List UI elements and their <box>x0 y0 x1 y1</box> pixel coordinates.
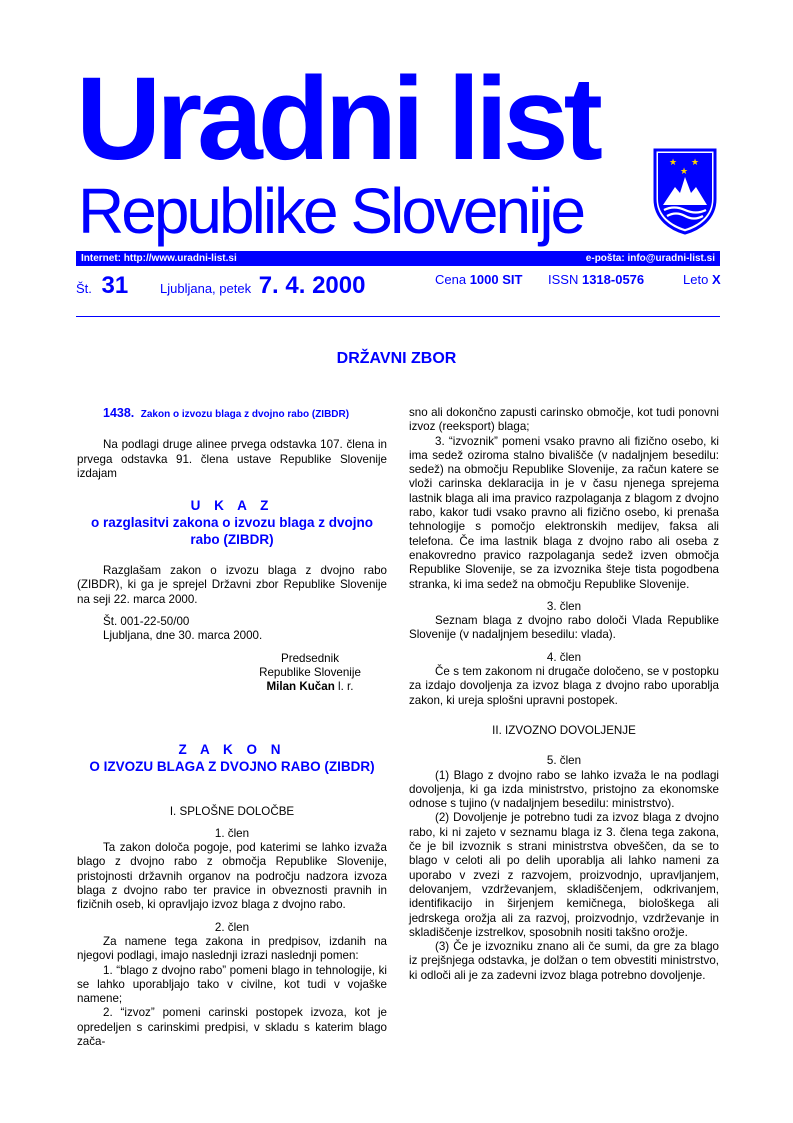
signature-block: Predsednik Republike Slovenije Milan Kučan l. r. <box>259 651 361 694</box>
article-5-heading: 5. člen <box>546 754 582 768</box>
section-title: DRŽAVNI ZBOR <box>336 350 457 367</box>
article-2-heading: 2. člen <box>214 920 250 934</box>
article-2-point-3: 3. “izvoznik” pomeni vsako pravno ali fizično osebo, ki ima sedež oziroma stalno bivališče (v nadaljnjem besedilu: sedež) na območju Republike Slovenije, za račun katere se vloži carinska deklaracija in je v času njenega sprejema lastnik blaga ali ima pravico razpolaganja z blagom z dvojno rabo, kakor tudi vsako pravno ali fizično osebo, ki prenaša tehnologije s pomočjo elektronskih medijev, faksa ali telefona. Če ima lastnik blaga z dvojno rabo ali oseba z enakovredno pravico razpolaganja sedež izven območja Republike Slovenije, se za izvoznika šteje tista pogodbena stranka, ki ima sedež na območju Republike Slovenije. <box>409 434 719 591</box>
article-2-continuation: sno ali dokončno zapusti carinsko območje, kot tudi ponovni izvoz (reeksport) blaga; <box>409 406 719 434</box>
article-4-heading: 4. člen <box>546 650 582 664</box>
article-3-text: Seznam blaga z dvojno rabo določi Vlada Republike Slovenije (v nadaljnjem besedilu: vlada). <box>409 614 719 642</box>
zakon-subheading: O IZVOZU BLAGA Z DVOJNO RABO (ZIBDR) <box>89 758 375 774</box>
document-place-date: Ljubljana, dne 30. marca 2000. <box>103 629 263 643</box>
issue-date: Ljubljana, petek 7. 4. 2000 <box>160 272 366 299</box>
coat-of-arms-icon <box>651 147 719 235</box>
article-4-text: Če s tem zakonom ni drugače določeno, se v postopku za izdajo dovoljenja za izvoz blaga z dvojno rabo uporablja zakon, ki ureja splošni upravni postopek. <box>409 665 719 707</box>
email-link[interactable]: e-pošta: info@uradni-list.si <box>585 253 715 264</box>
issue-number: Št. 31 <box>76 272 129 299</box>
issue-year: Leto X <box>683 272 721 287</box>
left-column <box>77 406 387 1049</box>
article-2-text: Za namene tega zakona in predpisov, izdanih na njegovi podlagi, imajo naslednji izrazi naslednji pomen: <box>77 934 387 963</box>
article-3-heading: 3. člen <box>546 599 582 613</box>
proclamation-paragraph: Razglašam zakon o izvozu blaga z dvojno rabo (ZIBDR), ki ga je sprejel Državni zbor Republike Slovenije na seji 22. marca 2000. <box>77 564 387 606</box>
right-column <box>409 406 719 983</box>
article-5-paragraph-3: (3) Če je izvozniku znano ali če sumi, da gre za blago iz prejšnjega odstavka, je dolžan o tem obvestiti ministrstvo, ki odloči ali je za zadevni izvoz blaga potrebno dovoljenje. <box>409 940 719 982</box>
zakon-heading: Z A K O N <box>178 741 286 757</box>
header-divider <box>76 316 720 317</box>
masthead-subtitle: Republike Slovenije <box>78 175 584 247</box>
svg-text:★: ★ <box>680 167 689 177</box>
svg-text:★: ★ <box>669 158 678 168</box>
article-1-heading: 1. člen <box>214 826 250 840</box>
article-2-point-1: 1. “blago z dvojno rabo” pomeni blago in tehnologije, ki se lahko uporabljajo tako v civilne, kot tudi v vojaške namene; <box>77 963 387 1006</box>
document-number: Št. 001-22-50/00 <box>103 615 190 629</box>
issue-price: Cena 1000 SIT <box>435 272 523 287</box>
act-heading: 1438. Zakon o izvozu blaga z dvojno rabo (ZIBDR) <box>103 406 350 420</box>
svg-text:★: ★ <box>691 158 700 168</box>
ukaz-heading: U K A Z <box>190 498 274 514</box>
article-5-paragraph-2: (2) Dovoljenje je potrebno tudi za izvoz blaga z dvojno rabo, ki ni zajeto v seznamu blaga iz 3. člena tega zakona, če je bil izvoznik s strani ministrstva obveščen, da se to blago v celoti ali po delih uporablja ali lahko nameni za uporabo v zvezi z razvojem, proizvodnjo, upravljanjem, delovanjem, vzdrževanjem, skladiščenjem, odkrivanjem, identifikacijo in širjenjem kemičnega, biološkega ali jedrskega orožja ali za razvoj, proizvodnjo, vzdrževanje in skladiščenje izstrelkov, sposobnih nositi takšno orožje. <box>409 811 719 939</box>
contact-bar <box>76 251 720 266</box>
issue-issn: ISSN 1318-0576 <box>548 272 645 287</box>
chapter-1-heading: I. SPLOŠNE DOLOČBE <box>169 804 295 818</box>
article-1-text: Ta zakon določa pogoje, pod katerimi se lahko izvaža blago z dvojno rabo z območja Republike Slovenije, pristojnosti državnih organov na področju nadzora izvoza blaga z dvojno rabo ter pravice in obveznosti pravnih in fizičnih oseb, ki opravljajo izvoz blaga z dvojno rabo. <box>77 841 387 912</box>
masthead-title: Uradni list <box>76 53 598 185</box>
chapter-2-heading: II. IZVOZNO DOVOLJENJE <box>492 723 636 737</box>
internet-link[interactable]: Internet: http://www.uradni-list.si <box>81 253 237 264</box>
intro-paragraph: Na podlagi druge alinee prvega odstavka 107. člena in prvega odstavka 91. člena ustave Republike Slovenije izdajam <box>77 438 387 480</box>
article-5-paragraph-1: (1) Blago z dvojno rabo se lahko izvaža le na podlagi dovoljenja, ki ga izda ministrstvo, pristojno za ekonomske odnose s tujino (v nadaljnjem besedilu: ministrstvo). <box>409 768 719 811</box>
ukaz-subheading: o razglasitvi zakona o izvozu blaga z dvojno rabo (ZIBDR) <box>90 515 374 548</box>
article-2-point-2: 2. “izvoz” pomeni carinski postopek izvoza, kot je opredeljen s carinskimi predpisi, v skladu s katerim blago zača- <box>77 1006 387 1049</box>
